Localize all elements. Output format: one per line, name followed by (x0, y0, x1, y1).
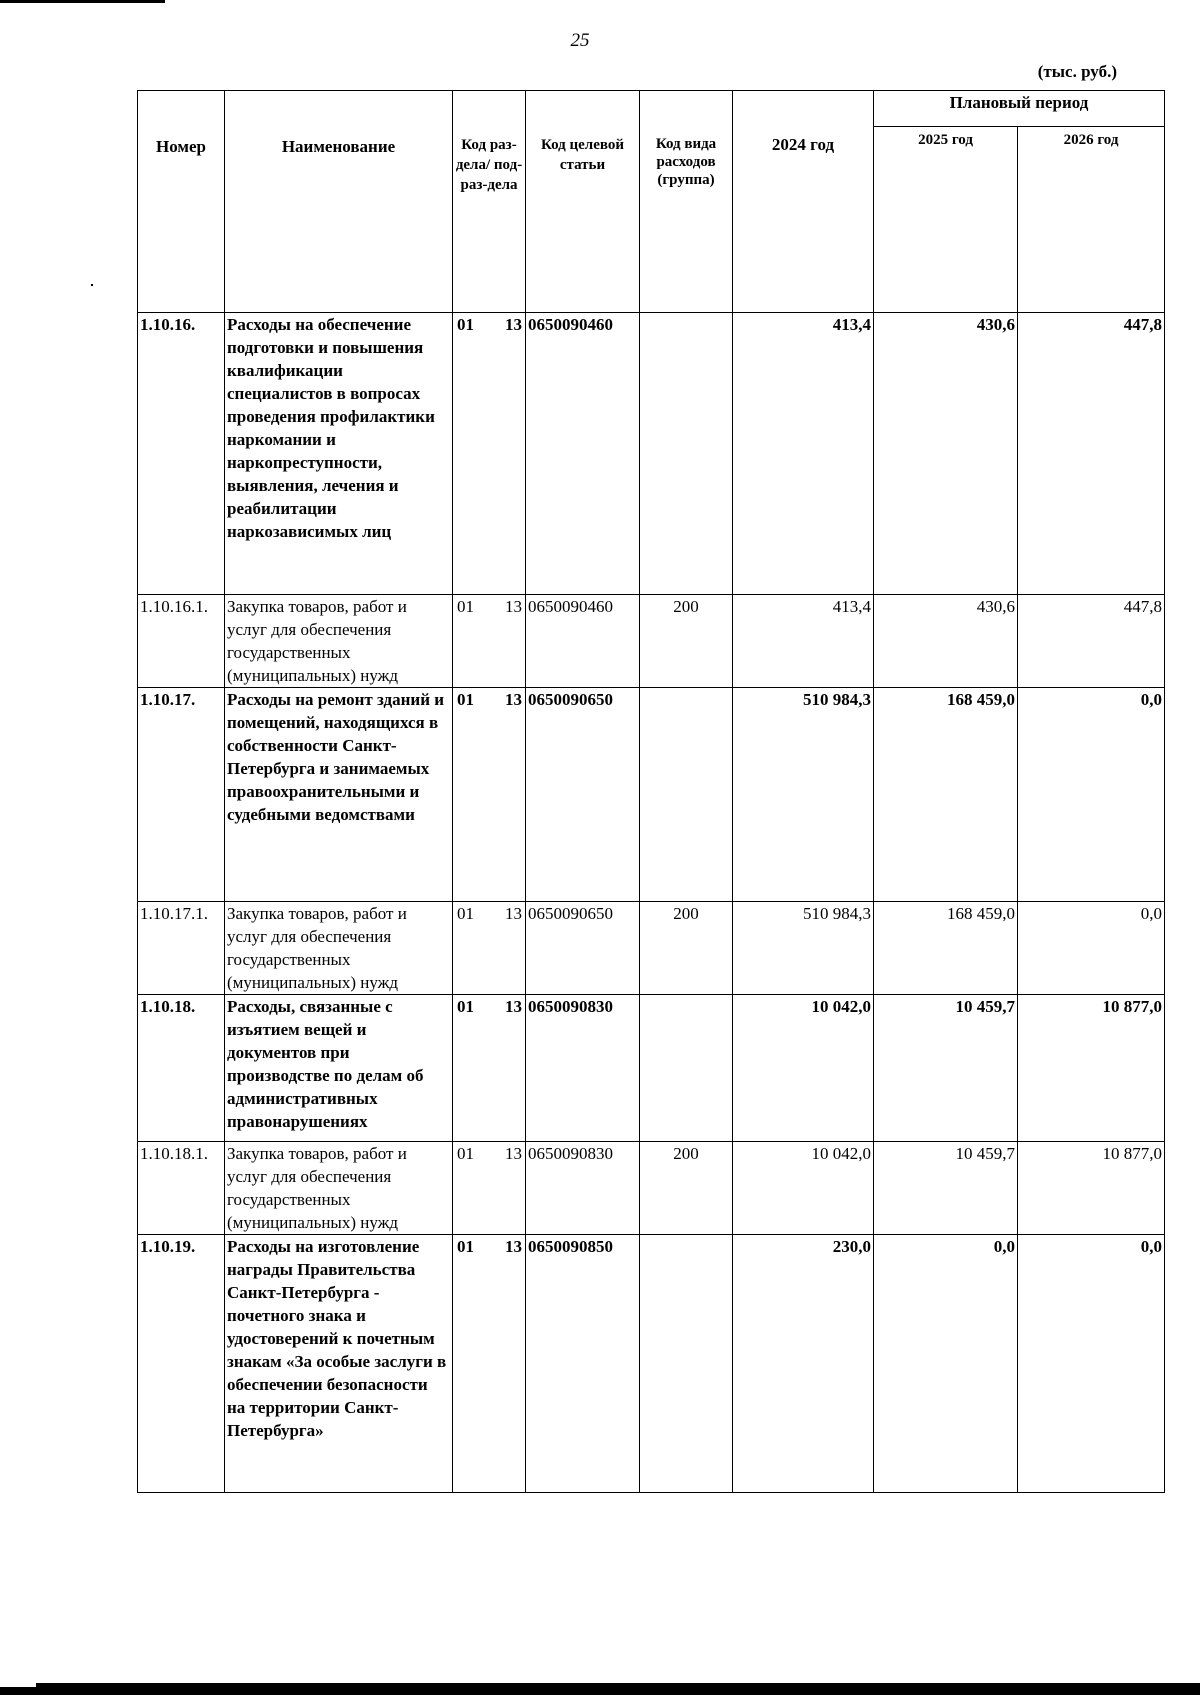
header-expense-type: Код вида расходов (группа) (640, 91, 733, 313)
row-subsection: 13 (505, 315, 522, 334)
row-subsection: 13 (505, 1144, 522, 1163)
row-name: Расходы на изготовление награды Правительства Санкт-Петербурга - почетного знака и удостоверений к почетным знакам «За особые заслуги в обеспечении безопасности на территории Санкт-Петербурга» (225, 1235, 453, 1493)
row-expense-type: 200 (640, 595, 733, 688)
header-year-2024: 2024 год (733, 91, 874, 313)
row-target-code: 0650090850 (526, 1235, 640, 1493)
row-subsection: 13 (505, 597, 522, 616)
row-2026: 0,0 (1018, 1235, 1165, 1493)
row-section-code (453, 902, 526, 995)
row-2024: 10 042,0 (733, 995, 874, 1142)
scan-edge-bar (36, 1683, 1200, 1695)
row-2025: 0,0 (874, 1235, 1018, 1493)
row-expense-type: 200 (640, 902, 733, 995)
row-2025: 430,6 (874, 595, 1018, 688)
header-name: Наименование (225, 91, 453, 313)
row-2026: 10 877,0 (1018, 995, 1165, 1142)
row-name: Расходы, связанные с изъятием вещей и документов при производстве по делам об административных правонарушениях (225, 995, 453, 1142)
row-section-code (453, 1235, 526, 1493)
row-subsection: 13 (505, 690, 522, 709)
row-target-code: 0650090650 (526, 902, 640, 995)
header-year-2025: 2025 год (874, 127, 1018, 313)
row-section-code (453, 1142, 526, 1235)
row-2025: 10 459,7 (874, 1142, 1018, 1235)
row-number: 1.10.17.1. (138, 902, 225, 995)
row-expense-type (640, 688, 733, 902)
row-2026: 10 877,0 (1018, 1142, 1165, 1235)
table-row (138, 313, 1165, 595)
row-expense-type: 200 (640, 1142, 733, 1235)
header-target-code: Код целевой статьи (526, 91, 640, 313)
row-2024: 510 984,3 (733, 688, 874, 902)
row-2025: 10 459,7 (874, 995, 1018, 1142)
row-target-code: 0650090460 (526, 595, 640, 688)
row-expense-type (640, 1235, 733, 1493)
header-section-code: Код раз-дела/ под-раз-дела (453, 91, 526, 313)
table-row (138, 995, 1165, 1142)
row-2025: 168 459,0 (874, 688, 1018, 902)
row-2024: 510 984,3 (733, 902, 874, 995)
row-section: 01 (457, 1237, 474, 1256)
row-name: Закупка товаров, работ и услуг для обеспечения государственных (муниципальных) нужд (225, 902, 453, 995)
header-row-top (138, 91, 1165, 127)
row-expense-type (640, 995, 733, 1142)
row-subsection: 13 (505, 904, 522, 923)
row-target-code: 0650090830 (526, 1142, 640, 1235)
row-section: 01 (457, 997, 474, 1016)
row-number: 1.10.18.1. (138, 1142, 225, 1235)
row-target-code: 0650090830 (526, 995, 640, 1142)
row-section: 01 (457, 1144, 474, 1163)
header-year-2026: 2026 год (1018, 127, 1165, 313)
row-section: 01 (457, 690, 474, 709)
row-number: 1.10.16. (138, 313, 225, 595)
row-section-code (453, 688, 526, 902)
row-number: 1.10.17. (138, 688, 225, 902)
table-row (138, 595, 1165, 688)
row-name: Закупка товаров, работ и услуг для обеспечения государственных (муниципальных) нужд (225, 1142, 453, 1235)
row-2024: 230,0 (733, 1235, 874, 1493)
row-name: Расходы на ремонт зданий и помещений, находящихся в собственности Санкт-Петербурга и занимаемых правоохранительными и судебными ведомствами (225, 688, 453, 902)
table-row (138, 688, 1165, 902)
row-2026: 0,0 (1018, 688, 1165, 902)
units-label: (тыс. руб.) (1037, 62, 1117, 81)
table-row (138, 1142, 1165, 1235)
row-section: 01 (457, 315, 474, 334)
budget-table (137, 90, 1165, 1493)
row-expense-type (640, 313, 733, 595)
row-target-code: 0650090460 (526, 313, 640, 595)
header-planning-period: Плановый период (874, 91, 1165, 127)
margin-dot (91, 284, 93, 286)
row-2024: 10 042,0 (733, 1142, 874, 1235)
row-2026: 0,0 (1018, 902, 1165, 995)
row-2026: 447,8 (1018, 313, 1165, 595)
row-name: Закупка товаров, работ и услуг для обеспечения государственных (муниципальных) нужд (225, 595, 453, 688)
row-subsection: 13 (505, 997, 522, 1016)
row-section-code (453, 995, 526, 1142)
row-2025: 430,6 (874, 313, 1018, 595)
row-2025: 168 459,0 (874, 902, 1018, 995)
row-section: 01 (457, 597, 474, 616)
row-number: 1.10.16.1. (138, 595, 225, 688)
row-2026: 447,8 (1018, 595, 1165, 688)
row-number: 1.10.19. (138, 1235, 225, 1493)
row-number: 1.10.18. (138, 995, 225, 1142)
header-number: Номер (138, 91, 225, 313)
row-name: Расходы на обеспечение подготовки и повышения квалификации специалистов в вопросах проведения профилактики наркомании и наркопреступности, выявления, лечения и реабилитации наркозависимых лиц (225, 313, 453, 595)
row-section-code (453, 595, 526, 688)
top-rule (0, 0, 165, 3)
row-target-code: 0650090650 (526, 688, 640, 902)
table-row (138, 902, 1165, 995)
row-subsection: 13 (505, 1237, 522, 1256)
row-section: 01 (457, 904, 474, 923)
row-section-code (453, 313, 526, 595)
row-2024: 413,4 (733, 595, 874, 688)
table-row (138, 1235, 1165, 1493)
page-number: 25 (570, 30, 590, 51)
row-2024: 413,4 (733, 313, 874, 595)
